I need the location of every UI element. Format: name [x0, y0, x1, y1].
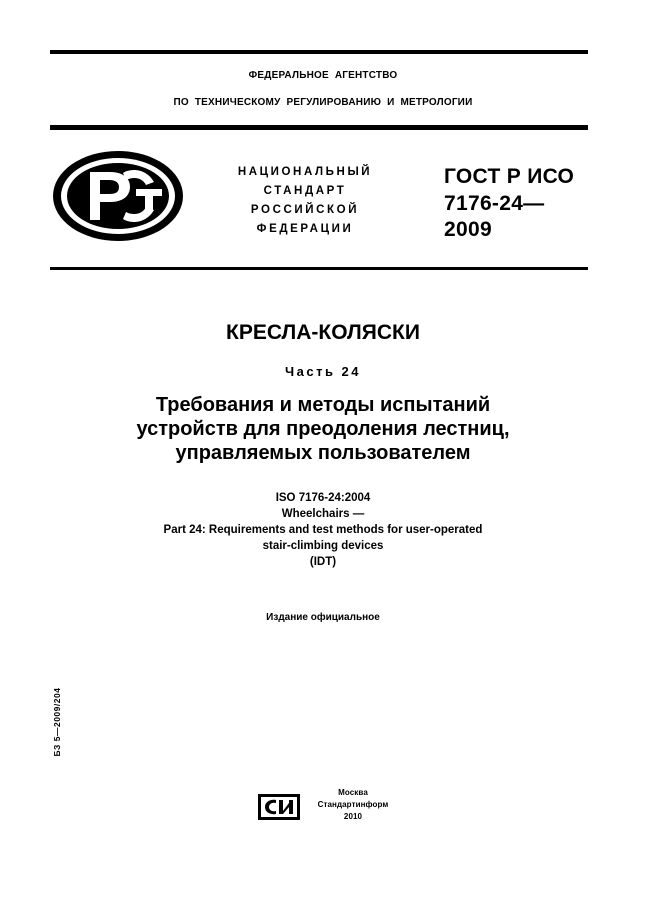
gost-designation-line-2: 7176-24— — [444, 192, 545, 215]
agency-name-line-1: ФЕДЕРАЛЬНОЕ АГЕНТСТВО — [248, 70, 398, 81]
agency-name-line-2: ПО ТЕХНИЧЕСКОМУ РЕГУЛИРОВАНИЮ И МЕТРОЛОГИИ — [173, 97, 473, 108]
edition-label: Издание официальное — [266, 612, 380, 623]
subtitle-line-3: управляемых пользователем — [175, 442, 471, 464]
gost-designation-line-1: ГОСТ Р ИСО — [444, 165, 575, 188]
publisher-name: Стандартинформ — [317, 800, 389, 809]
top-thin-rule — [50, 50, 588, 54]
iso-reference-line-4: stair-climbing devices — [262, 540, 384, 552]
national-standard-line-3: РОССИЙСКОЙ — [250, 204, 360, 216]
side-registration-code: БЗ 5—2009/204 — [52, 687, 62, 757]
national-standard-line-4: ФЕДЕРАЦИИ — [256, 223, 354, 235]
header-thick-rule — [50, 125, 588, 130]
publisher-city: Москва — [338, 788, 368, 797]
national-standard-line-2: СТАНДАРТ — [263, 185, 347, 197]
subtitle-line-2: устройств для преодоления лестниц, — [136, 418, 510, 440]
part-label: Часть 24 — [284, 364, 362, 379]
iso-reference-line-3: Part 24: Requirements and test methods for user-operated — [163, 524, 483, 536]
rst-logo — [50, 148, 186, 244]
subtitle-line-1: Требования и методы испытаний — [155, 394, 491, 416]
publisher-year: 2010 — [343, 812, 363, 821]
iso-reference-line-5: (IDT) — [309, 556, 337, 568]
gost-designation-line-3: 2009 — [444, 218, 492, 241]
iso-reference-line-2: Wheelchairs — — [281, 508, 365, 520]
iso-reference-line-1: ISO 7176-24:2004 — [275, 492, 371, 504]
rst-logo-icon — [50, 148, 186, 244]
section-rule — [50, 267, 588, 270]
main-title: КРЕСЛА-КОЛЯСКИ — [226, 321, 420, 344]
national-standard-line-1: НАЦИОНАЛЬНЫЙ — [237, 166, 373, 178]
